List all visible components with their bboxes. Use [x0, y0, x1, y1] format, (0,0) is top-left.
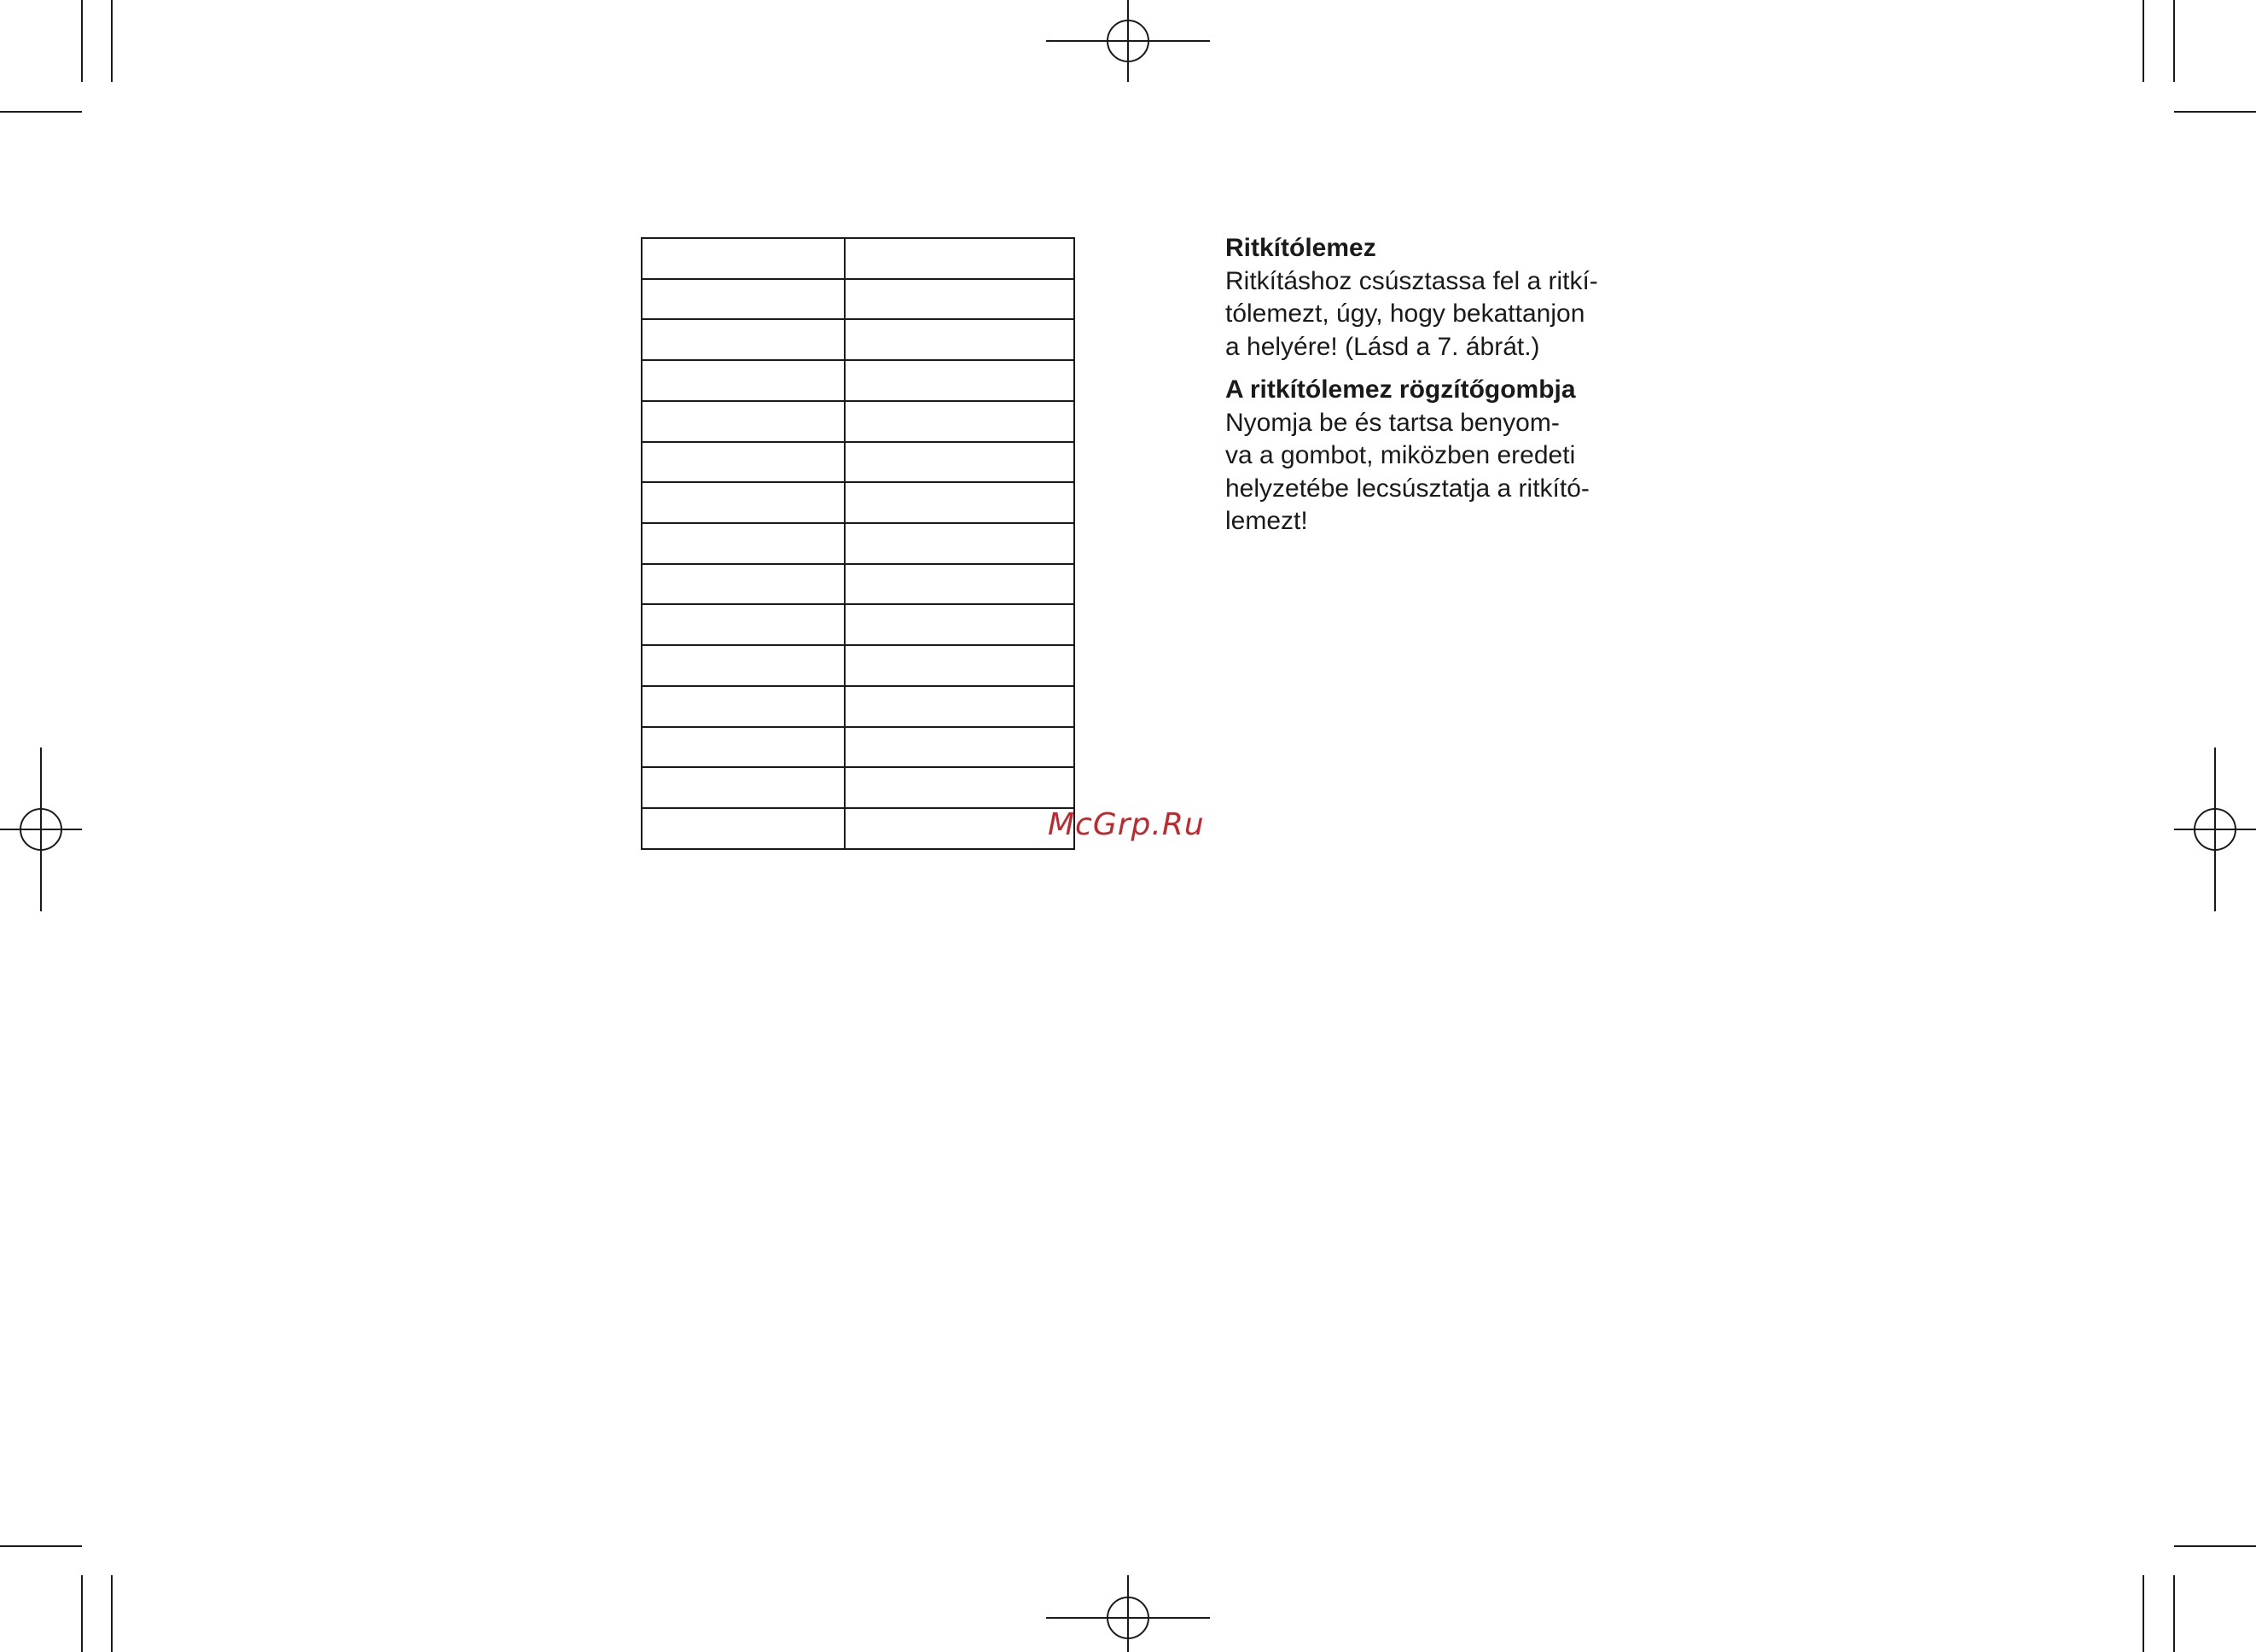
- table-row: [642, 401, 1074, 442]
- table-cell: [642, 279, 845, 320]
- table-cell: [642, 767, 845, 808]
- watermark: McGrp.Ru: [1048, 807, 1205, 842]
- table-row: [642, 319, 1074, 360]
- blank-table-body: [642, 238, 1074, 849]
- table-cell: [642, 482, 845, 523]
- table-row: [642, 727, 1074, 768]
- table-cell: [845, 360, 1074, 401]
- table-row: [642, 564, 1074, 605]
- table-cell: [845, 686, 1074, 727]
- table-cell: [642, 523, 845, 564]
- table-row: [642, 808, 1074, 849]
- registration-mark-bottom: [1046, 1575, 1210, 1652]
- table-cell: [845, 319, 1074, 360]
- table-cell: [642, 645, 845, 686]
- table-row: [642, 238, 1074, 279]
- instructions-column: [1225, 232, 1619, 549]
- table-row: [642, 360, 1074, 401]
- section-body-thinning-plate: [1225, 265, 1619, 364]
- body-line: tólemezt, úgy, hogy bekattanjon: [1225, 300, 1585, 328]
- table-row: [642, 523, 1074, 564]
- table-cell: [642, 727, 845, 768]
- table-cell: [845, 482, 1074, 523]
- table-cell: [845, 767, 1074, 808]
- table-cell: [642, 360, 845, 401]
- table-row: [642, 482, 1074, 523]
- table-cell: [845, 564, 1074, 605]
- table-row: [642, 645, 1074, 686]
- table-cell: [642, 808, 845, 849]
- body-line: Nyomja be és tartsa benyom-: [1225, 408, 1560, 437]
- table-row: [642, 279, 1074, 320]
- body-line: a helyére! (Lásd a 7. ábrát.): [1225, 332, 1540, 361]
- table-cell: [845, 727, 1074, 768]
- table-cell: [845, 279, 1074, 320]
- table-cell: [845, 442, 1074, 483]
- body-line: va a gombot, miközben eredeti: [1225, 441, 1576, 469]
- section-body-lock-button: [1225, 407, 1619, 538]
- registration-mark-right: [2174, 747, 2256, 911]
- registration-mark-top: [1046, 0, 1210, 82]
- table-row: [642, 604, 1074, 645]
- table-row: [642, 442, 1074, 483]
- table-cell: [845, 645, 1074, 686]
- table-cell: [845, 401, 1074, 442]
- table-cell: [845, 604, 1074, 645]
- body-line: Ritkításhoz csúsztassa fel a ritkí-: [1225, 266, 1598, 295]
- body-line: lemezt!: [1225, 507, 1308, 535]
- table-cell: [642, 604, 845, 645]
- table-cell: [642, 401, 845, 442]
- body-line: helyzetébe lecsúsztatja a ritkító-: [1225, 474, 1590, 503]
- table-row: [642, 686, 1074, 727]
- table-cell: [642, 564, 845, 605]
- blank-table-container: [641, 237, 1070, 850]
- table-cell: [642, 442, 845, 483]
- blank-table: [641, 237, 1075, 850]
- table-cell: [642, 319, 845, 360]
- table-cell: [845, 523, 1074, 564]
- table-cell: [845, 238, 1074, 279]
- registration-mark-left: [0, 747, 82, 911]
- section-heading-lock-button: A ritkítólemez rögzítőgombja: [1225, 375, 1576, 404]
- table-cell: [642, 238, 845, 279]
- section-heading-thinning-plate: Ritkítólemez: [1225, 234, 1376, 262]
- table-row: [642, 767, 1074, 808]
- table-cell: [642, 686, 845, 727]
- table-cell: [845, 808, 1074, 849]
